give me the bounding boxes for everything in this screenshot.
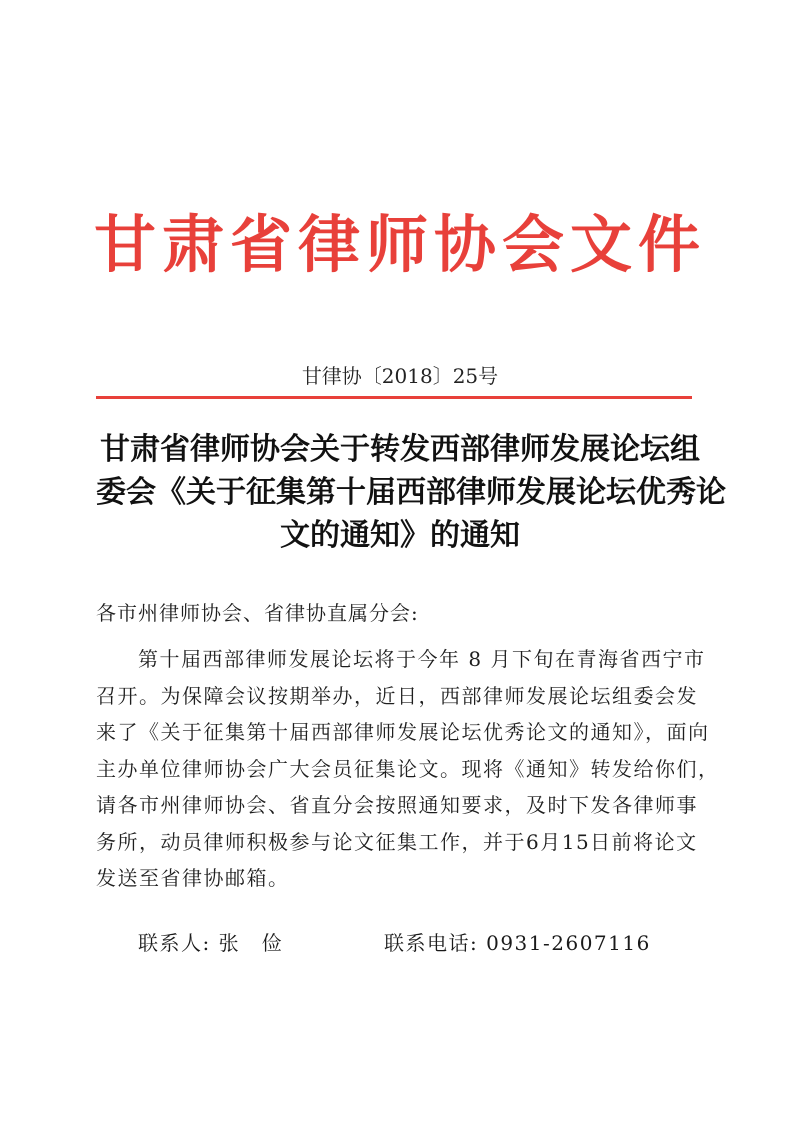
contact-phone: 联系电话: 0931-2607116 [384,931,651,955]
paragraph-line: 第十届西部律师发展论坛将于今年 8 月下旬在青海省西宁市 [138,647,706,671]
red-divider-line [96,396,692,399]
notice-title-line: 委会《关于征集第十届西部律师发展论坛优秀论 [96,475,726,510]
body-paragraph [96,641,720,897]
notice-title-line: 文的通知》的通知 [280,518,520,553]
paragraph-line: 召开。为保障会议按期举办，近日，西部律师发展论坛组委会发 [96,683,698,708]
contact-info [138,928,698,958]
document-header-title: 甘肃省律师协会文件 [93,208,706,281]
notice-title [96,428,726,557]
paragraph-line: 发送至省律协邮箱。 [96,866,290,890]
paragraph-line: 务所，动员律师积极参与论文征集工作，并于6月15日前将论文 [96,829,698,854]
paragraph-line: 请各市州律师协会、省直分会按照通知要求，及时下发各律师事 [96,793,698,817]
notice-title-line: 甘肃省律师协会关于转发西部律师发展论坛组 [100,432,700,467]
paragraph-line: 主办单位律师协会广大会员征集论文。现将《通知》转发给你们， [96,756,720,781]
document-number: 甘律协〔2018〕25号 [301,364,499,388]
paragraph-line: 来了《关于征集第十届西部律师发展论坛优秀论文的通知》，面向 [96,720,710,744]
addressee: 各市州律师协会、省律协直属分会: [96,601,419,625]
contact-person: 联系人: 张 俭 [138,931,284,955]
